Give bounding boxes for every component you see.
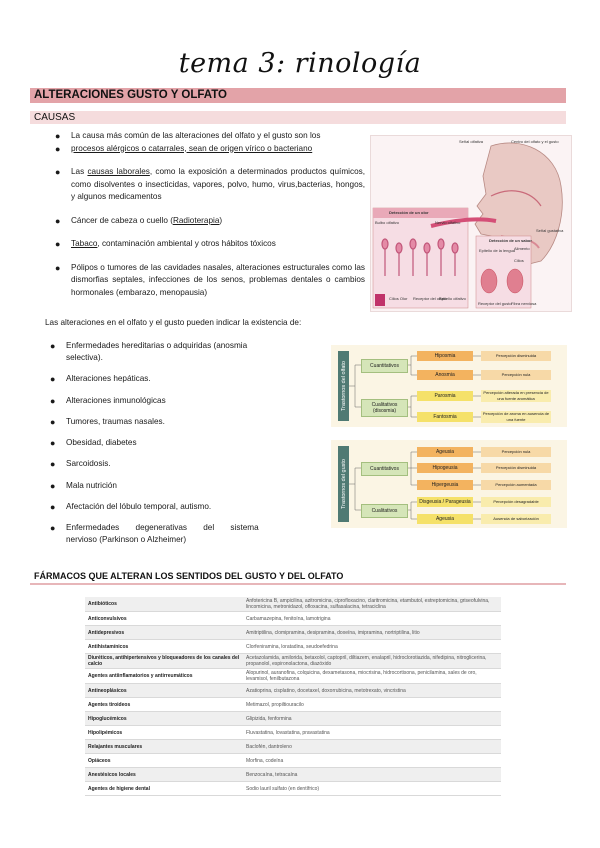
- causes-list: [55, 130, 365, 310]
- cause-text: Cáncer de cabeza o cuello (: [71, 215, 173, 225]
- section-header-label: ALTERACIONES GUSTO Y OLFATO: [34, 89, 227, 101]
- section-header-alteraciones: [30, 88, 566, 103]
- taste-disorders-diagram: [331, 440, 567, 528]
- drug-examples: Azatioprina, cisplatino, docetaxel, doxorrubicina, metotrexato, vincristina: [243, 684, 501, 698]
- drug-examples: Fluvastatina, lovastatina, pravastatina: [243, 726, 501, 740]
- anatomy-label: Epitelio de la lengua: [479, 248, 516, 253]
- bullet-icon: ●: [50, 374, 56, 385]
- bullet-icon: ●: [55, 143, 61, 154]
- condition-item: [50, 458, 285, 470]
- bullet-icon: ●: [50, 341, 56, 351]
- condition-text: Obesidad, diabetes: [66, 438, 137, 448]
- bullet-icon: ●: [50, 480, 56, 491]
- diagram-category: Cuantitativos: [361, 462, 408, 476]
- diagram-term: Ageusia: [417, 447, 473, 457]
- diagram-category: Cualitativos (disosmia): [361, 399, 408, 417]
- diagram-description: Percepción aumentada: [481, 480, 551, 490]
- cause-item: [55, 166, 365, 204]
- diagram-term: Ageusia: [417, 514, 473, 524]
- bullet-icon: ●: [55, 215, 61, 226]
- condition-text: Mala nutrición: [66, 480, 117, 490]
- bullet-icon: ●: [55, 131, 61, 141]
- diagram-term: Hipergeusia: [417, 480, 473, 490]
- diagram-term: Disgeusia / Parageusia: [417, 497, 473, 507]
- drug-class: Antihistamínicos: [85, 640, 243, 654]
- diagram-term: Hipogeusia: [417, 463, 473, 473]
- bullet-icon: ●: [50, 416, 56, 427]
- table-row: [85, 712, 501, 726]
- cause-text: La causa más común de las alteraciones del olfato y el gusto son los: [71, 131, 321, 140]
- table-row: [85, 726, 501, 740]
- diagram-term: Parosmia: [417, 391, 473, 401]
- drug-class: Antibióticos: [85, 597, 243, 612]
- anatomy-label: Receptor del gusto: [478, 301, 512, 306]
- table-row: [85, 698, 501, 712]
- drug-examples: Glipizida, fenformina: [243, 712, 501, 726]
- cause-item: [55, 130, 365, 143]
- anatomy-label: Señal gustativa: [536, 228, 564, 233]
- table-row: [85, 684, 501, 698]
- diagram-term: Fantosmia: [417, 412, 473, 422]
- drug-class: Antidepresivos: [85, 626, 243, 640]
- smell-disorders-diagram: [331, 345, 567, 427]
- diagram-description: Percepción desagradable: [481, 497, 551, 507]
- anatomy-label: Señal olfativa: [459, 139, 484, 144]
- drug-examples: Carbamazepina, fenitoína, lamotrigina: [243, 612, 501, 626]
- anatomy-label: Receptor del olfato: [413, 296, 447, 301]
- bullet-icon: ●: [50, 438, 56, 449]
- diagram-description: Percepción disminuida: [481, 351, 551, 361]
- condition-item: [50, 522, 285, 546]
- diagram-description: Percepción alterada en presencia de una fuente aromática: [481, 390, 551, 402]
- diagram-term: Anosmia: [417, 370, 473, 380]
- drug-class: Anestésicos locales: [85, 768, 243, 782]
- drug-examples: Clorfeniramina, loratadina, seudoefedrina: [243, 640, 501, 654]
- conditions-list: [50, 340, 285, 556]
- conditions-intro: Las alteraciones en el olfato y el gusto pueden indicar la existencia de:: [45, 318, 302, 327]
- subsection-label: CAUSAS: [34, 112, 76, 123]
- bullet-icon: ●: [50, 523, 56, 534]
- condition-text: Sarcoidosis.: [66, 459, 111, 469]
- anatomy-label: Nervio olfativo: [435, 220, 461, 225]
- cause-text: ): [219, 215, 223, 225]
- drug-examples: Benzocaína, tetracaína: [243, 768, 501, 782]
- drugs-table: [85, 597, 501, 796]
- anatomy-illustration: [371, 136, 571, 311]
- drug-class: Agentes de higiene dental: [85, 782, 243, 796]
- drug-class: Opiáceos: [85, 754, 243, 768]
- drug-examples: Acetazolamida, amilorida, betaxolol, captopril, diltiazem, enalapril, hidroclorotiazida, nifedipina, nitroglicerina, propanolol, espironolactona, diazóxido: [243, 654, 501, 669]
- drug-class: Hipolipémicos: [85, 726, 243, 740]
- drug-class: Diuréticos, antihipertensivos y bloqueadores de los canales del calcio: [85, 654, 243, 669]
- condition-item: [50, 416, 285, 428]
- condition-item: [50, 501, 285, 513]
- condition-item: [50, 340, 285, 364]
- cause-text-underlined: Tabaco: [71, 239, 98, 248]
- condition-text: nervioso (Parkinson o Alzheimer): [66, 535, 187, 545]
- bullet-icon: ●: [55, 239, 61, 249]
- bullet-icon: ●: [55, 262, 61, 273]
- table-row: [85, 640, 501, 654]
- cause-item: [55, 215, 365, 228]
- drug-class: Relajantes musculares: [85, 740, 243, 754]
- diagram-description: Percepción nula: [481, 447, 551, 457]
- diagram-term: Hiposmia: [417, 351, 473, 361]
- anatomy-label: Detección de un olor: [389, 210, 429, 215]
- diagram-description: Percepción nula: [481, 370, 551, 380]
- cause-item: [55, 238, 365, 251]
- condition-item: [50, 373, 285, 385]
- page-title: tema 3: rinología: [178, 48, 422, 79]
- drug-examples: Morfina, codeína: [243, 754, 501, 768]
- condition-text: Enfermedades hereditarias o adquiridas (anosmia selectiva).: [66, 341, 248, 362]
- cause-text: , contaminación ambiental y otros hábitos tóxicos: [97, 239, 276, 248]
- diagram-category: Cualitativos: [361, 504, 408, 518]
- cause-text: Pólipos o tumores de las cavidades nasales, alteraciones estructurales como las dismorfias septales, infecciones de los senos, problemas dentales o cambios hormonales (embarazo, menopausia): [71, 262, 365, 297]
- drug-class: Antineoplásicos: [85, 684, 243, 698]
- section-header-label: FÁRMACOS QUE ALTERAN LOS SENTIDOS DEL GUSTO Y DEL OLFATO: [34, 571, 344, 581]
- anatomy-label: Bulbo olfativo: [375, 220, 400, 225]
- cause-text-underlined: causas laborales: [87, 167, 150, 176]
- table-row: [85, 768, 501, 782]
- diagram-category: Cuantitativos: [361, 359, 408, 373]
- bullet-icon: ●: [50, 502, 56, 513]
- table-row: [85, 669, 501, 684]
- drug-examples: Baclofén, dantroleno: [243, 740, 501, 754]
- drug-examples: Alopurinol, auranofina, colquicina, dexametasona, miocrisina, hidrocortisona, penicilamina, sales de oro, levamisol, fenilbutazona: [243, 669, 501, 684]
- anatomy-label: Detección de un sabor: [489, 238, 532, 243]
- cause-item: [55, 143, 365, 156]
- drug-examples: Amitriptilina, clomipramina, desipramina, doxeína, imipramina, nortriptilina, litio: [243, 626, 501, 640]
- diagram-side-text: Trastornos del olfato: [340, 361, 347, 411]
- drug-examples: Sodio lauril sulfato (en dentífrico): [243, 782, 501, 796]
- drug-class: Hipoglucémicos: [85, 712, 243, 726]
- condition-item: [50, 395, 285, 407]
- drug-class: Anticonvulsivos: [85, 612, 243, 626]
- condition-item: [50, 437, 285, 449]
- cause-text: Las: [71, 167, 85, 176]
- anatomy-label: Cilios Olor: [389, 296, 408, 301]
- table-row: [85, 740, 501, 754]
- condition-item: [50, 480, 285, 492]
- condition-text: Enfermedades degenerativas del sistema: [66, 523, 259, 533]
- cause-text: , como la exposición a determinados productos químicos, como disolventes o insecticidas, vapores, polvo, humo, virus,bacterias, hongos, y algunos medicamentos: [71, 167, 365, 201]
- table-row: [85, 654, 501, 669]
- anatomy-label: Epitelio olfativo: [439, 296, 466, 301]
- diagram-side-text: Trastornos del gusto: [340, 459, 347, 509]
- anatomy-label: Centro del olfato y el gusto: [511, 139, 559, 144]
- bullet-icon: ●: [50, 459, 56, 470]
- condition-text: Afectación del lóbulo temporal, autismo.: [66, 502, 212, 512]
- cause-item: [55, 262, 365, 300]
- diagram-description: Percepción disminuida: [481, 463, 551, 473]
- drug-class: Agentes tiroideos: [85, 698, 243, 712]
- section-header-farmacos: [30, 570, 566, 585]
- drug-class: Agentes antiinflamatorios y antirreumáticos: [85, 669, 243, 684]
- table-row: [85, 597, 501, 612]
- anatomy-label: Cilios: [514, 258, 524, 263]
- bullet-icon: ●: [50, 395, 56, 406]
- table-row: [85, 626, 501, 640]
- anatomy-label: Fibra nerviosa: [511, 301, 537, 306]
- cause-text: procesos alérgicos o catarrales, sean de origen vírico o bacteriano: [71, 143, 313, 153]
- table-row: [85, 782, 501, 796]
- table-row: [85, 754, 501, 768]
- cause-text-underlined: Radioterapia: [172, 215, 220, 225]
- condition-text: Tumores, traumas nasales.: [66, 416, 165, 426]
- diagram-description: Ausencia de saborización: [481, 514, 551, 524]
- bullet-icon: ●: [55, 167, 61, 177]
- drug-examples: Anfotericina B, ampicilina, azitromicina, ciprofloxacino, claritromicina, etambutol, estreptomicina, griseofulvina, lincomicina, metronidazol, ofloxacina, sulfasalacina, tetraciclina: [243, 597, 501, 612]
- diagram-description: Percepción de aroma en ausencia de una fuente: [482, 411, 550, 422]
- drug-examples: Metimazol, propiltiouracilo: [243, 698, 501, 712]
- subsection-header-causas: [30, 111, 566, 124]
- condition-text: Alteraciones inmunológicas: [66, 395, 166, 405]
- table-row: [85, 612, 501, 626]
- smell-taste-anatomy-figure: [370, 135, 572, 312]
- anatomy-label: Alimento: [514, 246, 530, 251]
- condition-text: Alteraciones hepáticas.: [66, 374, 151, 384]
